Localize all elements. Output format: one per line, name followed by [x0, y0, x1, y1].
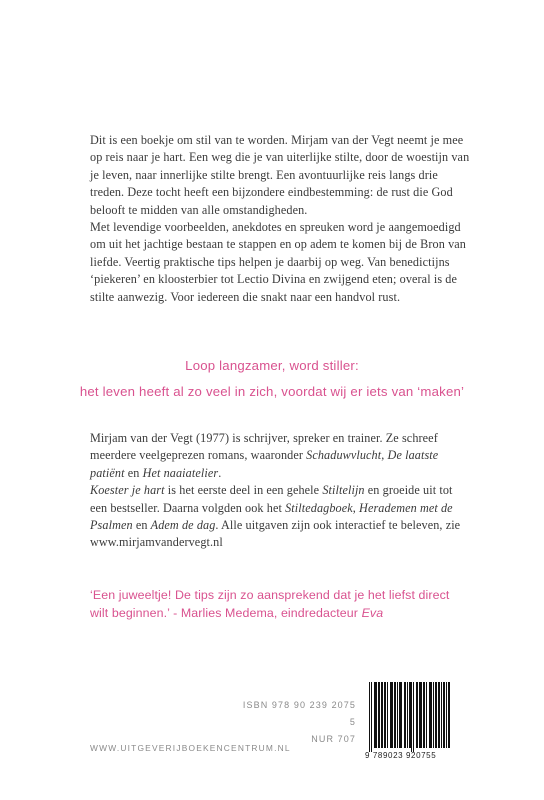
barcode-bar — [369, 682, 370, 752]
barcode-bar — [381, 682, 383, 748]
barcode-bar — [423, 682, 424, 748]
bio-text: Mirjam van der Vegt (1977) is schrijver, spreker en trainer. Ze schreef meerdere veelgeprezen romans, waaronder — [90, 431, 438, 463]
barcode-bar — [397, 682, 398, 748]
barcode-bar — [407, 682, 408, 748]
isbn-block — [238, 697, 356, 748]
bio-text: . Alle uitgaven zijn ook interactief te beleven, zie www.mirjamvandervegt.nl — [90, 518, 461, 550]
barcode-bar — [436, 682, 437, 748]
barcode-bar — [404, 682, 405, 748]
magazine-name: Eva — [361, 606, 384, 620]
isbn-number: ISBN 978 90 239 2075 5 — [242, 700, 356, 727]
bio-text: , — [352, 500, 360, 515]
barcode-bar — [371, 682, 372, 752]
barcode-bar — [416, 682, 417, 748]
bio-text: en — [124, 465, 143, 480]
bio-text: , — [381, 448, 388, 463]
barcode-bar — [378, 682, 379, 748]
nur-code: NUR 707 — [311, 734, 356, 744]
book-title: Het naaiatelier — [142, 465, 219, 480]
series-title: Stiltelijn — [322, 483, 365, 498]
barcode — [365, 680, 453, 766]
book-title: Herademen met de Psalmen — [90, 500, 453, 533]
barcode-bar — [385, 682, 386, 748]
barcode-bar — [433, 682, 434, 748]
barcode-bar — [429, 682, 431, 748]
barcode-bar — [390, 682, 391, 748]
barcode-bar — [435, 682, 436, 748]
barcode-bar — [379, 682, 380, 748]
barcode-bar — [446, 682, 447, 748]
barcode-bar — [409, 682, 411, 748]
barcode-bar — [448, 682, 450, 748]
blurb-paragraph-1: Dit is een boekje om stil van te worden. Mirjam van der Vegt neemt je mee op reis naar je hart. Een weg die je van uiterlijke stilte, door de woestijn van je leven, naar innerlijke stilte brengt. Een avontuurlijke reis langs drie treden. Deze tocht heeft een bijzondere eindbestemming: de rust die God belooft te midden van alle omstandigheden. — [90, 133, 470, 217]
barcode-bar — [421, 682, 422, 748]
barcode-bar — [399, 682, 401, 748]
barcode-bar — [424, 682, 425, 748]
barcode-bar — [394, 682, 395, 748]
book-title: De laatste patiënt — [90, 448, 439, 480]
barcode-bar — [384, 682, 385, 748]
book-title: Adem de dag — [150, 518, 216, 533]
barcode-bar — [426, 682, 427, 748]
back-cover-blurb — [90, 132, 470, 306]
publisher-website: WWW.UITGEVERIJBOEKENCENTRUM.NL — [90, 743, 291, 753]
barcode-bar — [413, 682, 414, 752]
barcode-bar — [387, 682, 388, 748]
barcode-bar — [401, 682, 402, 748]
barcode-digits: 9 789023 920755 — [365, 751, 437, 760]
review-body: ‘Een juweeltje! De tips zijn zo aansprekend dat je het liefst direct wilt beginnen.’ - Marlies Medema, eindredacteur — [90, 588, 450, 620]
blurb-paragraph-2: Met levendige voorbeelden, anekdotes en spreuken word je aangemoedigd om uit het jachtige bestaan te stappen en op adem te komen bij de Bron van liefde. Veertig praktische tips helpen je daarbij op weg. Van benedictijns ‘piekeren’ en kloosterbier tot Lectio Divina en zwijgend eten; overal is de stilte aanwezig. Voor iedereen die snakt naar een handvol rust. — [90, 220, 466, 304]
barcode-bar — [444, 682, 445, 748]
bio-text: is het eerste deel in een gehele — [164, 483, 323, 498]
barcode-bar — [431, 682, 432, 748]
book-title: Stiltedagboek — [285, 500, 353, 515]
bio-text: . — [218, 465, 222, 480]
review-text — [90, 586, 470, 622]
barcode-bar — [438, 682, 440, 748]
author-bio-paragraph-2 — [90, 482, 470, 552]
book-title: Koester je hart — [90, 483, 165, 498]
book-title: Schaduwvlucht — [306, 448, 382, 463]
pull-quote-line-2: het leven heeft al zo veel in zich, voordat wij er iets van ‘maken’ — [79, 384, 465, 399]
barcode-bar — [376, 682, 377, 748]
barcode-bar — [391, 682, 393, 748]
barcode-bar — [405, 682, 406, 748]
bio-text: en groeide uit tot een bestseller. Daarna volgden ook het — [90, 483, 453, 515]
review-quote — [90, 586, 470, 622]
author-bio-paragraph-1 — [90, 430, 470, 482]
barcode-bar — [441, 682, 442, 748]
barcode-bars — [365, 680, 453, 752]
barcode-bar — [443, 682, 444, 748]
barcode-bar — [395, 682, 396, 748]
barcode-bar — [417, 682, 418, 748]
barcode-bar — [411, 682, 412, 752]
bio-text: en — [132, 518, 151, 533]
pull-quote-line-1: Loop langzamer, word stiller: — [185, 358, 359, 373]
barcode-bar — [419, 682, 421, 748]
barcode-bar — [374, 682, 376, 748]
author-bio — [90, 430, 470, 552]
